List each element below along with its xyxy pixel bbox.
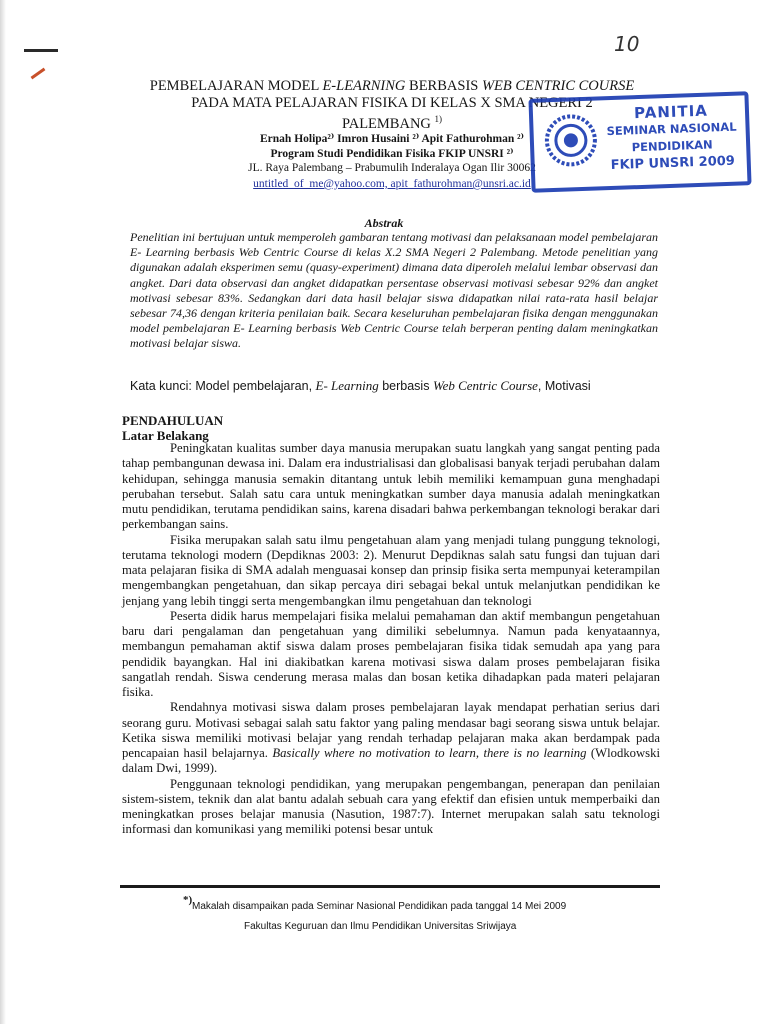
stamp-line: FKIP UNSRI 2009: [610, 153, 736, 174]
handwritten-page-number: 10: [614, 32, 640, 56]
study-program: Program Studi Pendidikan Fisika FKIP UNSRI ²⁾: [270, 147, 514, 160]
title-text: PEMBELAJARAN MODEL: [149, 78, 323, 94]
footnote-text: Makalah disampaikan pada Seminar Nasional Pendidikan pada tanggal 14 Mei 2009: [192, 901, 567, 912]
paragraph-text: Rendahnya motivasi siswa dalam proses pembelajaran layak mendapat perhatian serius dari seorang guru. Motivasi sebagai salah satu faktor yang paling mendasar bagi seorang siswa untuk belajar. Ketika siswa memiliki motivasi belajar yang rendah terhadap pelajaran maka akan berdampak pada pencapaian hasil belajarnya.: [122, 700, 660, 760]
keyword-term: E- Learning: [315, 378, 379, 393]
footnote-marker: *): [183, 894, 193, 906]
margin-red-mark: [31, 68, 46, 80]
stamp-text: [601, 101, 743, 174]
paragraph: Peserta didik harus mempelajari fisika melalui pemahaman dan aktif membangun pengetahuan baru dari pengalaman dan pengetahuan yang dimiliki sebelumnya. Namun pada kenyataannya, membangun pemahaman aktif siswa dalam proses pembelajaran fisika tidak semudah apa yang para pendidik bayangkan. Hal ini diakibatkan karena motivasi siswa dalam proses pembelajaran fisika sangatlah rendah. Siswa cenderung merasa malas dan bosan ketika dihadapkan pada materi pelajaran fisika.: [122, 608, 660, 699]
faculty-affiliation: Fakultas Keguruan dan Ilmu Pendidikan Universitas Sriwijaya: [244, 921, 517, 932]
stamp-line: PENDIDIKAN: [631, 137, 713, 155]
margin-pen-mark: [24, 49, 58, 52]
stamp-line: PANITIA: [633, 101, 709, 123]
committee-stamp: [528, 91, 751, 193]
abstract-body: Penelitian ini bertujuan untuk memperoleh gambaran tentang motivasi dan pelaksanaan model pembelajaran E- Learning berbasis Web Centric Course di kelas X.2 SMA Negeri 2 Palembang. Metode penelitian yang digunakan adalah eksperimen semu (quasy-experiment) dimana data diperoleh melalui lembar observasi dan angket. Dari data observasi dan angket didapatkan persentase observasi motivasi sebesar 92% dan angket motivasi sebesar 83%. Sedangkan dari data hasil belajar siswa didapatkan nilai rata-rata hasil belajar sebesar 74,36 dengan kriteria penilaian baik. Secara keseluruhan pembelajaran fisika dengan menggunakan model pembelajaran E- Learning berbasis Web Centric Course telah berperan penting dalam meningkatkan motivasi belajar siswa.: [130, 230, 658, 351]
paper-title-line-2: PADA MATA PELAJARAN FISIKA DI KELAS X SMA NEGERI 2: [191, 94, 593, 111]
keyword-text: berbasis: [378, 379, 433, 393]
paragraph: [122, 700, 660, 776]
quotation: Basically where no motivation to learn, there is no learning: [272, 746, 587, 760]
author-emails[interactable]: untitled_of_me@yahoo.com, apit_fathurohman@unsri.ac.id: [253, 177, 531, 190]
paragraph: Penggunaan teknologi pendidikan, yang merupakan pengembangan, penerapan dan penilaian sistem-sistem, teknik dan alat bantu adalah sebuah cara yang efektif dan efisien untuk memperbaiki dan meningkatkan proses belajar manusia (Nasution, 1987:7). Internet merupakan salah satu teknologi informasi dan komunikasi yang memiliki potensi besar untuk: [122, 776, 660, 837]
title-text: PALEMBANG: [341, 115, 431, 132]
scan-edge-shadow: [0, 0, 6, 1024]
paragraph: Fisika merupakan salah satu ilmu pengetahuan alam yang menjadi tulang punggung teknologi, terutama teknologi modern (Depdiknas 2003: 2). Menurut Depdiknas salah satu fungsi dan tujuan dari mata pelajaran fisika di SMA adalah menguasai konsep dan prinsip fisika serta mempunyai keterampilan mengembangkan pengetahuan, dan sikap percaya diri sebagai bekal untuk melanjutkan pendidikan ke jenjang yang lebih tinggi serta mengembangkan ilmu pengetahuan dan teknologi: [122, 532, 660, 608]
author-list: Ernah Holipa²⁾ Imron Husaini ²⁾ Apit Fathurohman ²⁾: [260, 133, 524, 146]
introduction-body: [122, 441, 660, 838]
title-text: BERBASIS: [405, 78, 482, 94]
title-italic-term: WEB CENTRIC COURSE: [481, 78, 635, 94]
section-heading: PENDAHULUAN: [122, 413, 224, 428]
paragraph: Peningkatan kualitas sumber daya manusia merupakan suatu langkah yang sangat penting pada tahap pembangunan dewasa ini. Dalam era industrialisasi dan globalisasi banyak terjadi perubahan dalam kehidupan, sehingga manusia semakin ditantang untuk lebih memiliki kemampuan guna menghadapi perubahan tersebut. Salah satu cara untuk meningkatkan sumber daya manusia adalah meningkatkan mutu pendidikan, terutama pendidikan sains, karena disadari bahwa perkembangan teknologi berakar dari perkembangan sains.: [122, 441, 660, 532]
abstract-heading: Abstrak: [364, 216, 404, 230]
citation: (Wlodkowski dalam Dwi, 1999).: [122, 746, 660, 776]
title-footnote-ref: 1): [434, 114, 443, 124]
keyword-text: , Motivasi: [537, 379, 591, 393]
keyword-term: Web Centric Course: [432, 378, 538, 393]
paper-title-line-1: [122, 78, 662, 95]
stamp-line: SEMINAR NASIONAL: [606, 119, 737, 139]
subsection-heading: Latar Belakang: [122, 428, 209, 443]
title-italic-term: E-LEARNING: [322, 78, 406, 94]
keywords-line: [130, 378, 670, 394]
university-seal-icon: [543, 112, 599, 168]
keywords-label: Kata kunci: Model pembelajaran,: [130, 379, 316, 393]
footnote-divider: [120, 885, 660, 888]
institution-address: JL. Raya Palembang – Prabumulih Inderalaya Ogan Ilir 30062: [248, 162, 536, 175]
